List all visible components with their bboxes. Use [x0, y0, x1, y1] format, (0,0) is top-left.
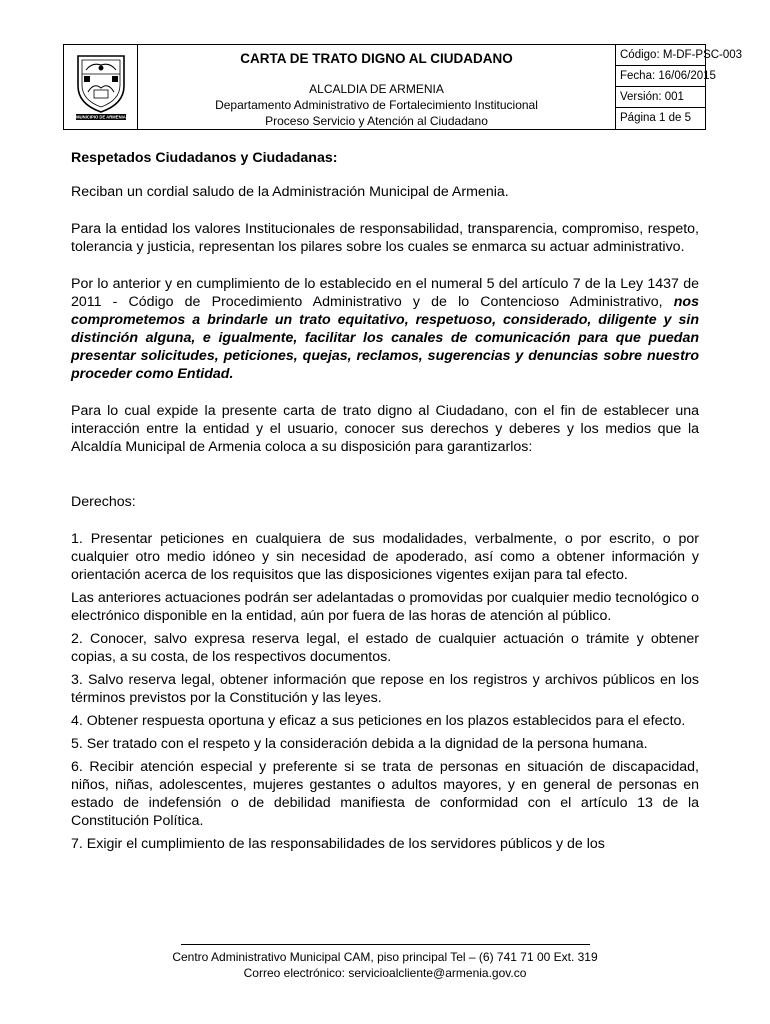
- page-number: Página 1 de 5: [620, 112, 691, 124]
- right-item: Las anteriores actuaciones podrán ser adelantadas o promovidas por cualquier medio tecnológico o electrónico disponible en la entidad, aún por fuera de las horas de atención al público.: [71, 590, 699, 624]
- right-item: 1. Presentar peticiones en cualquiera de sus modalidades, verbalmente, o por escrito, o por cualquier otro medio idóneo y sin necesidad de apoderado, así como a obtener información y orientación acerca de los requisitos que las disposiciones vigentes exijan para tal efecto.: [71, 531, 699, 583]
- greeting: Respetados Ciudadanos y Ciudadanas:: [71, 150, 338, 166]
- document-code: Código: M-DF-PSC-003: [616, 45, 705, 66]
- document-version: Versión: 001: [616, 87, 705, 108]
- title-cell: [138, 45, 616, 129]
- logo-cell: [64, 45, 138, 129]
- process-name: Proceso Servicio y Atención al Ciudadano: [265, 114, 488, 128]
- right-item: 5. Ser tratado con el respeto y la consideración debida a la dignidad de la persona humana.: [71, 736, 648, 752]
- municipal-seal-logo: [72, 52, 130, 122]
- entity-name: ALCALDIA DE ARMENIA: [309, 82, 444, 96]
- document-header: [63, 44, 743, 130]
- values-paragraph: Para la entidad los valores Institucionales de responsabilidad, transparencia, compromiso, respeto, tolerancia y justicia, representan los pilares sobre los cuales se enmarca su actuar administrativo.: [71, 221, 699, 255]
- purpose-paragraph: Para lo cual expide la presente carta de trato digno al Ciudadano, con el fin de establecer una interacción entre la entidad y el usuario, conocer sus derechos y deberes y los medios que la Alcaldía Municipal de Armenia coloca a su disposición para garantizarlos:: [71, 403, 699, 455]
- law-intro: Por lo anterior y en cumplimiento de lo establecido en el numeral 5 del artículo 7 de la Ley 1437 de 2011 - Código de Procedimiento Administrativo y de lo Contencioso Administrativo,: [71, 276, 699, 310]
- footer-divider: [181, 944, 590, 945]
- right-item: 2. Conocer, salvo expresa reserva legal, el estado de cualquier actuación o trámite y obtener copias, a su costa, de los respectivos documentos.: [71, 631, 699, 665]
- law-paragraph: [71, 275, 699, 383]
- department-name: Departamento Administrativo de Fortalecimiento Institucional: [215, 98, 538, 112]
- right-item: 6. Recibir atención especial y preferente si se trata de personas en situación de discapacidad, niños, niñas, adolescentes, mujeres gestantes o adultos mayores, y en general de personas en estado de indefensión o de debilidad manifiesta de conformidad con el artículo 13 de la Constitución Política.: [71, 759, 699, 829]
- footer-email: Correo electrónico: servicioalcliente@armenia.gov.co: [243, 966, 527, 980]
- right-item: 4. Obtener respuesta oportuna y eficaz a sus peticiones en los plazos establecidos para el efecto.: [71, 713, 686, 729]
- document-date: Fecha: 16/06/2015: [616, 66, 705, 87]
- svg-text:MUNICIPIO DE ARMENIA: MUNICIPIO DE ARMENIA: [75, 114, 126, 120]
- rights-heading: Derechos:: [71, 494, 136, 510]
- letter-body: [71, 149, 699, 853]
- right-item: 3. Salvo reserva legal, obtener información que repose en los registros y archivos públicos en los términos previstos por la Constitución y las leyes.: [71, 672, 699, 706]
- document-meta: [616, 45, 743, 129]
- document-title: CARTA DE TRATO DIGNO AL CIUDADANO: [240, 51, 513, 66]
- right-item: 7. Exigir el cumplimiento de las responsabilidades de los servidores públicos y de los: [71, 836, 605, 852]
- salute-paragraph: Reciban un cordial saludo de la Administración Municipal de Armenia.: [71, 184, 509, 200]
- footer-address: Centro Administrativo Municipal CAM, piso principal Tel – (6) 741 71 00 Ext. 319: [172, 950, 598, 964]
- law-commitment: nos comprometemos a brindarle un trato equitativo, respetuoso, considerado, diligente y sin distinción alguna, e igualmente, facilitar los canales de comunicación para que puedan presentar solicitudes, peticiones, quejas, reclamos, sugerencias y denuncias sobre nuestro proceder como Entidad.: [71, 294, 699, 382]
